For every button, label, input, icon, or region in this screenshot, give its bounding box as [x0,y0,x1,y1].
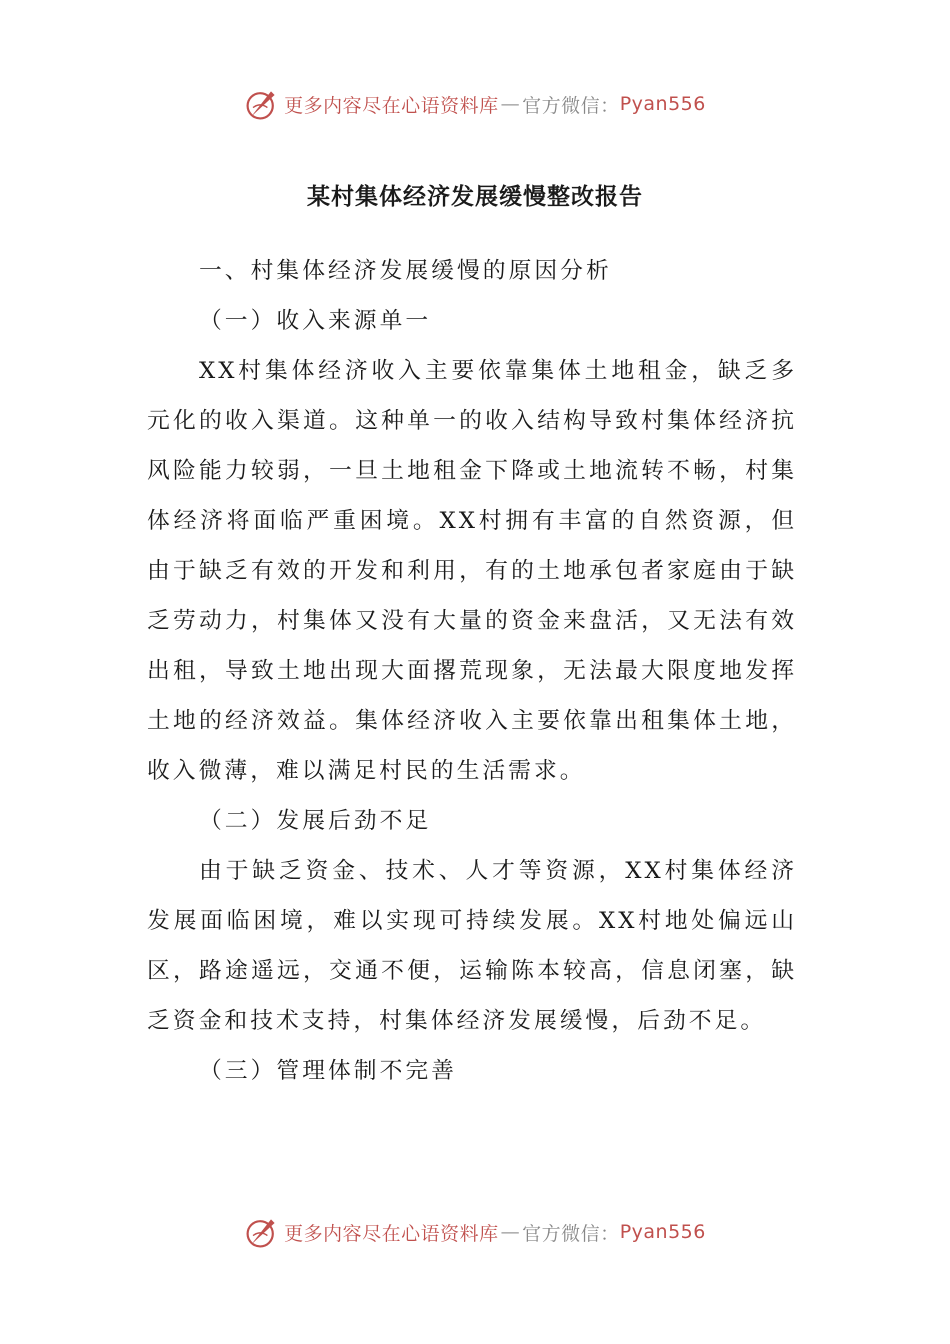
watermark-footer [0,1212,950,1252]
subsection-heading: （三）管理体制不完善 [199,1058,457,1084]
paragraph: 由于缺乏资金、技术、人才等资源，XX村集体经济发展面临困境，难以实现可持续发展。XX村地处偏远山区，路途遥远，交通不便，运输陈本较高，信息闭塞，缺乏资金和技术支持，村集体经济发展缓慢，后劲不足。 [147,858,797,1034]
document-title: 某村集体经济发展缓慢整改报告 [307,183,643,210]
watermark-label: 官方微信： [522,1222,620,1245]
watermark-brand: 更多内容尽在心语资料库 [284,1222,499,1245]
subsection-heading: （一）收入来源单一 [199,308,432,334]
watermark-wechat-id: Pyan556 [619,93,706,115]
watermark-wechat-id: Pyan556 [619,1221,706,1243]
watermark-label: 官方微信： [522,94,620,117]
watermark-separator: — [500,93,521,115]
section-heading: 一、村集体经济发展缓慢的原因分析 [199,258,612,284]
watermark-separator: — [500,1221,521,1243]
document-body [147,246,797,1096]
watermark-header [0,84,950,124]
quill-logo-icon [244,1214,280,1250]
subsection-heading: （二）发展后劲不足 [199,808,432,834]
watermark-brand: 更多内容尽在心语资料库 [284,94,499,117]
paragraph: XX村集体经济收入主要依靠集体土地租金，缺乏多元化的收入渠道。这种单一的收入结构导致村集体经济抗风险能力较弱，一旦土地租金下降或土地流转不畅，村集体经济将面临严重困境。XX村拥有丰富的自然资源，但由于缺乏有效的开发和利用，有的土地承包者家庭由于缺乏劳动力，村集体又没有大量的资金来盘活，又无法有效出租，导致土地出现大面撂荒现象，无法最大限度地发挥土地的经济效益。集体经济收入主要依靠出租集体土地，收入微薄，难以满足村民的生活需求。 [147,358,797,784]
quill-logo-icon [244,86,280,122]
